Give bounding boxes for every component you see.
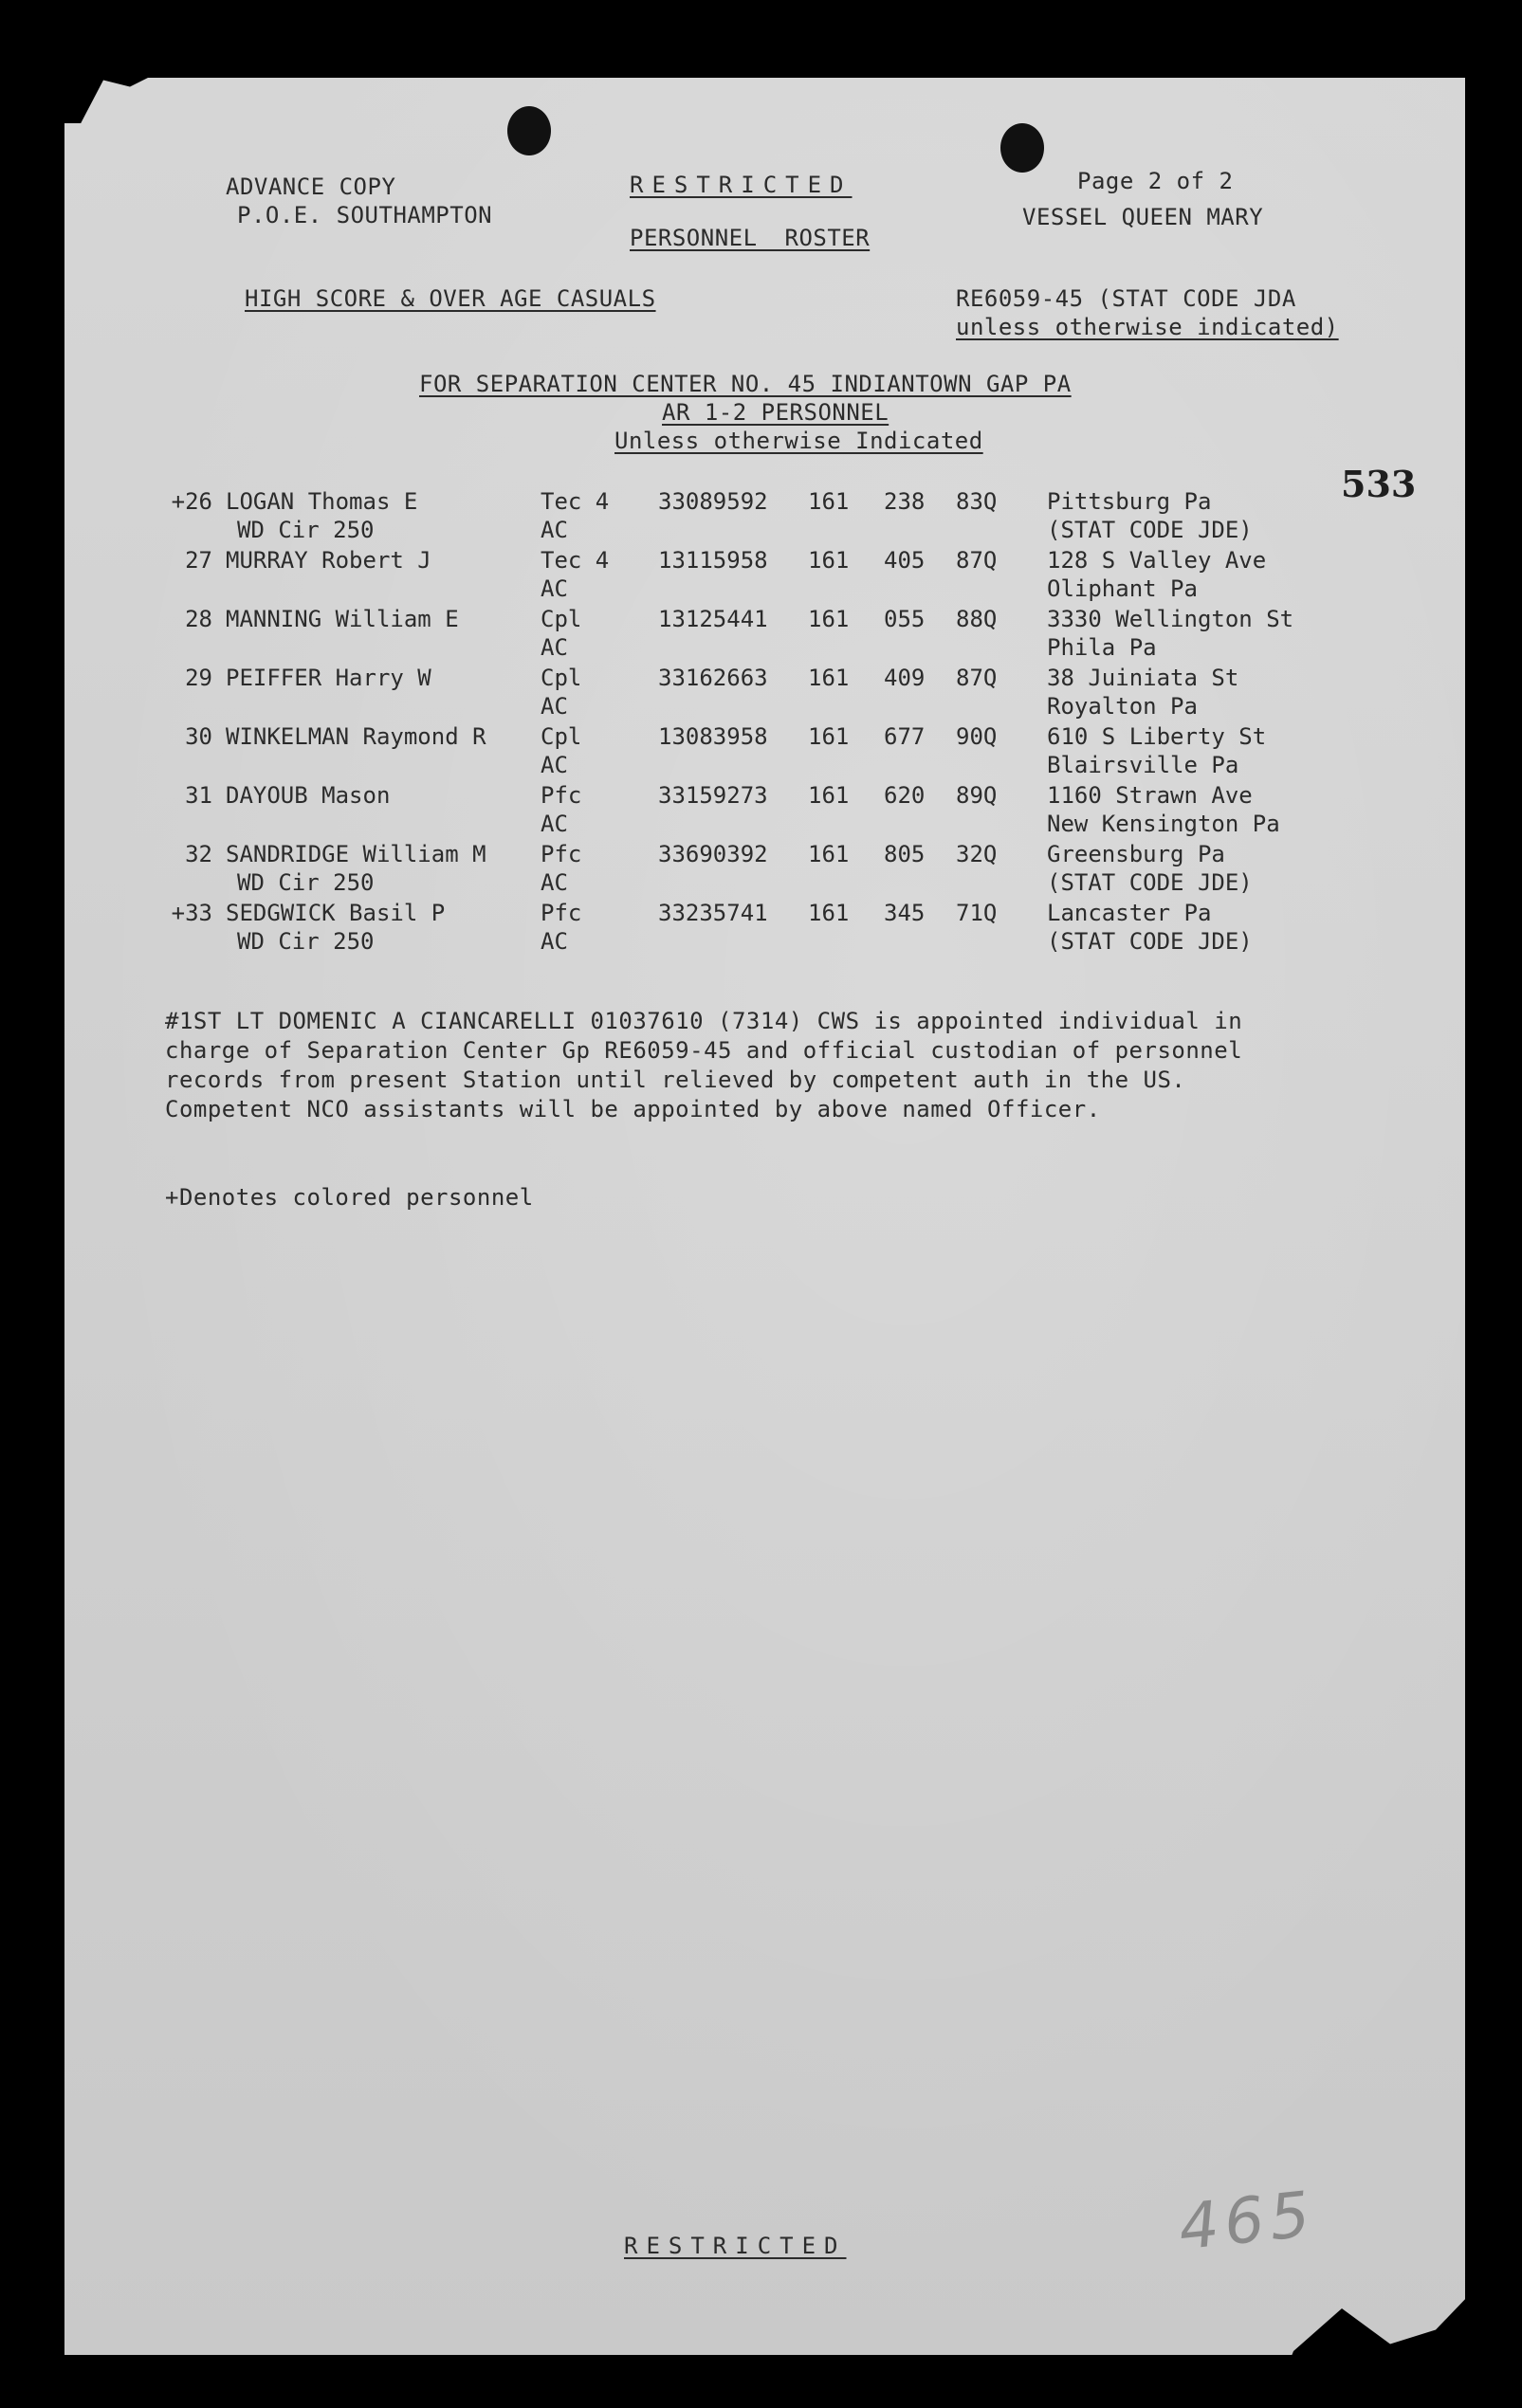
code-3: 87Q [956, 547, 998, 574]
table-row [64, 487, 1465, 546]
code-1: 161 [808, 782, 850, 809]
group-code-line2: unless otherwise indicated) [956, 314, 1339, 340]
grade: Tec 4 [541, 547, 610, 574]
address-line1: 610 S Liberty St [1047, 723, 1267, 750]
vessel-name: VESSEL QUEEN MARY [1022, 204, 1264, 230]
address-line1: 128 S Valley Ave [1047, 547, 1267, 574]
paragraph-line: #1ST LT DOMENIC A CIANCARELLI 01037610 (7314) CWS is appointed individual in [165, 1008, 1243, 1034]
row-number: +33 [171, 900, 212, 926]
address-line2: (STAT CODE JDE) [1047, 928, 1253, 955]
authority-line: AR 1-2 PERSONNEL [662, 399, 889, 426]
code-2: 055 [884, 606, 926, 632]
branch: AC [541, 575, 568, 602]
code-2: 238 [884, 488, 926, 515]
code-1: 161 [808, 723, 850, 750]
row-number: 31 [185, 782, 212, 809]
row-number: +26 [171, 488, 212, 515]
address-line1: Lancaster Pa [1047, 900, 1212, 926]
grade: Pfc [541, 782, 582, 809]
restricted-header: RESTRICTED [630, 172, 853, 198]
separation-center-heading: FOR SEPARATION CENTER NO. 45 INDIANTOWN GAP PA [419, 371, 1072, 397]
address-line1: 38 Juiniata St [1047, 665, 1239, 691]
table-row [64, 605, 1465, 664]
advance-copy-label: ADVANCE COPY [226, 173, 396, 200]
code-1: 161 [808, 488, 850, 515]
table-row [64, 546, 1465, 605]
address-line1: Greensburg Pa [1047, 841, 1225, 867]
code-2: 405 [884, 547, 926, 574]
code-3: 88Q [956, 606, 998, 632]
branch: AC [541, 811, 568, 837]
code-1: 161 [808, 841, 850, 867]
member-name: PEIFFER Harry W [226, 665, 431, 691]
grade: Cpl [541, 606, 582, 632]
personnel-roster-title: PERSONNEL ROSTER [630, 225, 871, 251]
address-line2: Oliphant Pa [1047, 575, 1198, 602]
code-3: 87Q [956, 665, 998, 691]
code-1: 161 [808, 665, 850, 691]
casuals-heading: HIGH SCORE & OVER AGE CASUALS [245, 285, 656, 312]
punch-hole [1000, 123, 1044, 173]
code-2: 409 [884, 665, 926, 691]
grade: Cpl [541, 723, 582, 750]
row-number: 28 [185, 606, 212, 632]
code-2: 345 [884, 900, 926, 926]
address-line2: (STAT CODE JDE) [1047, 869, 1253, 896]
grade: Cpl [541, 665, 582, 691]
grade: Pfc [541, 841, 582, 867]
code-2: 805 [884, 841, 926, 867]
code-3: 89Q [956, 782, 998, 809]
code-3: 32Q [956, 841, 998, 867]
code-1: 161 [808, 547, 850, 574]
code-3: 83Q [956, 488, 998, 515]
table-row [64, 722, 1465, 781]
page-indicator: Page 2 of 2 [1077, 168, 1234, 194]
member-name: WINKELMAN Raymond R [226, 723, 486, 750]
address-line1: 3330 Wellington St [1047, 606, 1294, 632]
code-2: 677 [884, 723, 926, 750]
row-number: 32 [185, 841, 212, 867]
row-number: 27 [185, 547, 212, 574]
member-note: WD Cir 250 [237, 928, 375, 955]
member-name: LOGAN Thomas E [226, 488, 418, 515]
table-row [64, 664, 1465, 722]
branch: AC [541, 752, 568, 778]
document-page [64, 78, 1465, 2355]
punch-hole [507, 106, 551, 155]
branch: AC [541, 634, 568, 661]
footnote: +Denotes colored personnel [165, 1184, 534, 1211]
serial-number: 33089592 [658, 488, 768, 515]
branch: AC [541, 517, 568, 543]
code-1: 161 [808, 606, 850, 632]
paragraph-line: Competent NCO assistants will be appointed by above named Officer. [165, 1096, 1101, 1122]
table-row [64, 840, 1465, 899]
table-row [64, 899, 1465, 958]
group-code-line1: RE6059-45 (STAT CODE JDA [956, 285, 1296, 312]
member-name: MURRAY Robert J [226, 547, 431, 574]
code-3: 71Q [956, 900, 998, 926]
address-line2: Royalton Pa [1047, 693, 1198, 720]
serial-number: 33690392 [658, 841, 768, 867]
branch: AC [541, 693, 568, 720]
member-name: SANDRIDGE William M [226, 841, 486, 867]
address-line2: Blairsville Pa [1047, 752, 1239, 778]
unless-indicated-line: Unless otherwise Indicated [614, 428, 983, 454]
serial-number: 13115958 [658, 547, 768, 574]
branch: AC [541, 869, 568, 896]
grade: Tec 4 [541, 488, 610, 515]
branch: AC [541, 928, 568, 955]
address-line1: Pittsburg Pa [1047, 488, 1212, 515]
restricted-footer: RESTRICTED [624, 2233, 847, 2259]
address-line2: New Kensington Pa [1047, 811, 1280, 837]
paragraph-line: records from present Station until relieved by competent auth in the US. [165, 1067, 1186, 1093]
row-number: 29 [185, 665, 212, 691]
row-number: 30 [185, 723, 212, 750]
member-note: WD Cir 250 [237, 517, 375, 543]
member-name: MANNING William E [226, 606, 459, 632]
member-name: DAYOUB Mason [226, 782, 391, 809]
code-1: 161 [808, 900, 850, 926]
sheet-number: 533 [1341, 463, 1417, 505]
serial-number: 13083958 [658, 723, 768, 750]
address-line2: (STAT CODE JDE) [1047, 517, 1253, 543]
table-row [64, 781, 1465, 840]
address-line1: 1160 Strawn Ave [1047, 782, 1253, 809]
serial-number: 33235741 [658, 900, 768, 926]
member-note: WD Cir 250 [237, 869, 375, 896]
serial-number: 33159273 [658, 782, 768, 809]
serial-number: 13125441 [658, 606, 768, 632]
grade: Pfc [541, 900, 582, 926]
member-name: SEDGWICK Basil P [226, 900, 446, 926]
paragraph-line: charge of Separation Center Gp RE6059-45 and official custodian of personnel [165, 1037, 1243, 1064]
handwritten-number: 465 [1175, 2177, 1319, 2265]
code-3: 90Q [956, 723, 998, 750]
address-line2: Phila Pa [1047, 634, 1157, 661]
port-of-embarkation: P.O.E. SOUTHAMPTON [237, 202, 493, 228]
serial-number: 33162663 [658, 665, 768, 691]
code-2: 620 [884, 782, 926, 809]
